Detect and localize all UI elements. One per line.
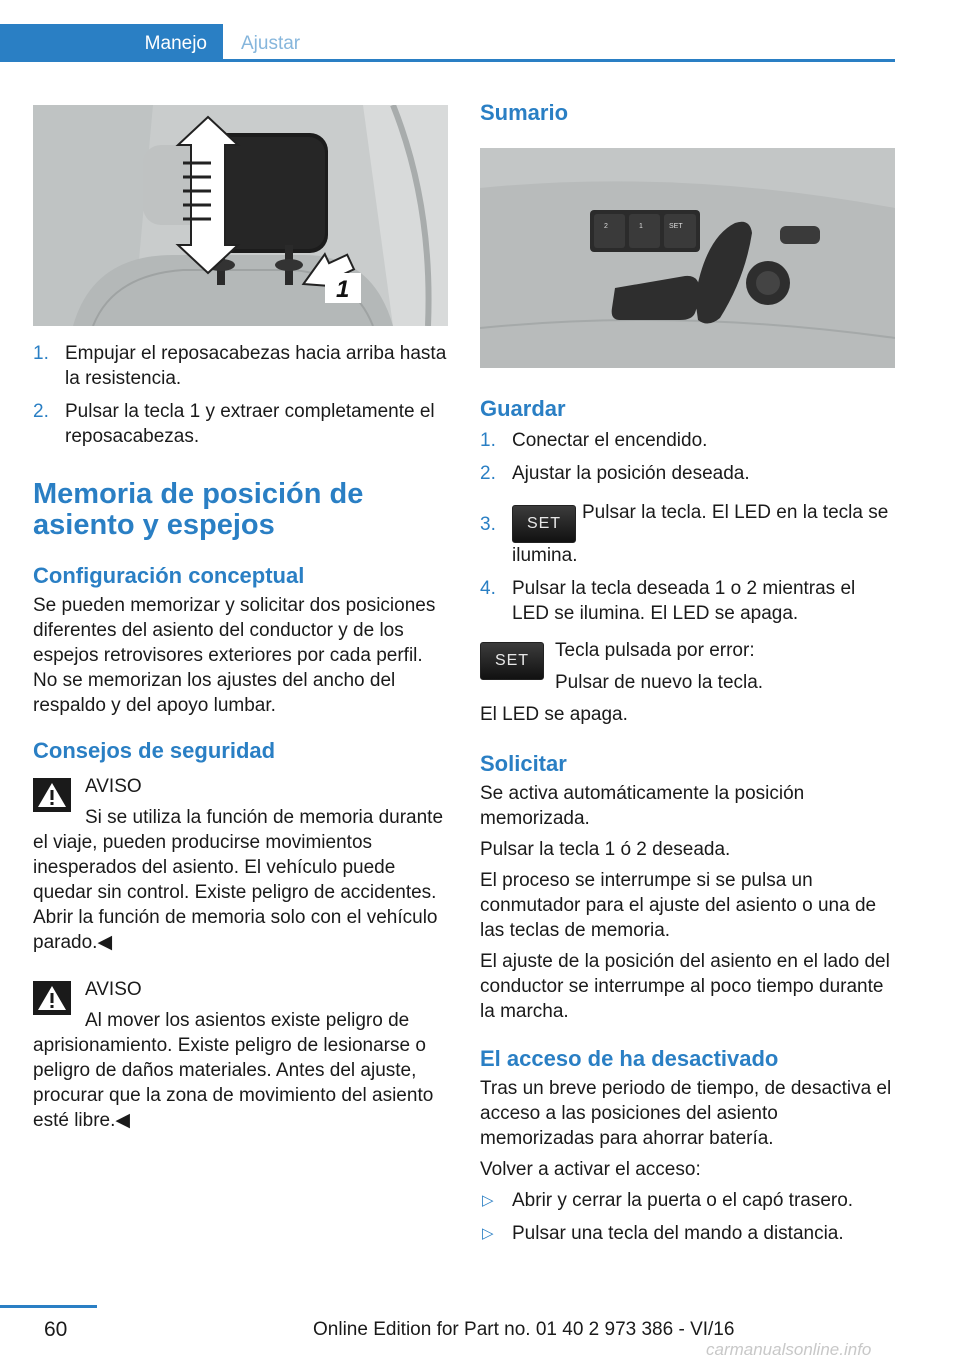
warning-block xyxy=(33,977,448,1133)
headrest-illustration xyxy=(33,105,448,326)
recall-text: Pulsar la tecla 1 ó 2 deseada. xyxy=(480,839,731,860)
headrest-steps xyxy=(33,341,448,449)
list-item: 1. Empujar el reposacabezas hacia arriba hasta la resistencia. xyxy=(33,343,447,389)
section-tab-manejo-label: Manejo xyxy=(144,33,207,54)
warning-icon xyxy=(33,778,71,812)
safety-heading: Consejos de seguridad xyxy=(33,738,276,763)
watermark: carmanualsonline.info xyxy=(706,1340,872,1359)
list-item: ▷ Pulsar una tecla del mando a distancia. xyxy=(482,1223,844,1244)
seat-controls-illustration xyxy=(480,148,895,368)
section-title: Memoria de posición de asiento y espejos xyxy=(33,478,364,541)
bullet-triangle-icon: ▷ xyxy=(482,1225,494,1242)
warning-title: AVISO xyxy=(85,979,142,1000)
footer-divider xyxy=(0,1305,97,1308)
svg-text:SET: SET xyxy=(669,223,683,230)
list-item: ▷ Abrir y cerrar la puerta o el capó trasero. xyxy=(482,1190,854,1211)
header-divider xyxy=(0,59,895,62)
section-tab-manejo xyxy=(0,24,223,62)
warning-block xyxy=(33,774,448,955)
bullet-triangle-icon: ▷ xyxy=(482,1192,494,1209)
edition-text: Online Edition for Part no. 01 40 2 973 386 - VI/16 xyxy=(313,1319,735,1340)
error-note xyxy=(480,638,895,696)
list-item: 1. Conectar el encendido. xyxy=(480,430,708,451)
left-column xyxy=(33,105,448,1133)
reactivate-list xyxy=(480,1188,895,1246)
set-key-icon: SET xyxy=(480,642,544,680)
list-item: 4. Pulsar la tecla deseada 1 o 2 mientras el LED se ilumina. El LED se apaga. xyxy=(480,578,856,624)
list-item: 2. Ajustar la posición deseada. xyxy=(480,463,750,484)
reactivate-text: Volver a activar el acceso: xyxy=(480,1159,701,1180)
page-header xyxy=(0,0,895,62)
svg-text:2: 2 xyxy=(604,223,608,230)
warning-text: Si se utiliza la función de memoria durante el viaje, pueden producirse movimientos inesperados del asiento. El vehículo puede quedar sin control. Existe peligro de accidentes. Abrir la función de memoria solo con el vehículo parado.◀ xyxy=(33,807,444,953)
seat-controls-photo xyxy=(480,148,895,368)
recall-text: Se activa automáticamente la posición memorizada. xyxy=(480,783,805,829)
warning-icon xyxy=(33,981,71,1015)
section-tab-ajustar-label: Ajustar xyxy=(241,33,301,54)
led-off-text: El LED se apaga. xyxy=(480,704,628,725)
set-key-icon: SET xyxy=(512,505,576,543)
headrest-callout-label: 1 xyxy=(336,276,350,303)
access-heading: El acceso de ha desactivado xyxy=(480,1046,779,1071)
save-steps xyxy=(480,428,895,626)
right-column xyxy=(480,100,895,1254)
save-heading: Guardar xyxy=(480,396,566,421)
recall-text: El ajuste de la posición del asiento en el lado del conductor se interrumpe al poco tiempo durante la marcha. xyxy=(480,951,890,1022)
summary-heading: Sumario xyxy=(480,100,569,125)
svg-text:1: 1 xyxy=(639,223,643,230)
list-item: 2. Pulsar la tecla 1 y extraer completamente el reposacabezas. xyxy=(33,401,435,447)
list-item: 3. SETPulsar la tecla. El LED en la tecla se ilumina. xyxy=(480,502,889,566)
access-text: Tras un breve periodo de tiempo, de desactiva el acceso a las posiciones del asiento memorizadas para ahorrar batería. xyxy=(480,1078,892,1149)
error-line-2: Pulsar de nuevo la tecla. xyxy=(555,672,764,693)
recall-text: El proceso se interrumpe si se pulsa un conmutador para el ajuste del asiento o una de las teclas de memoria. xyxy=(480,870,877,941)
headrest-photo xyxy=(33,105,448,326)
error-line-1: Tecla pulsada por error: xyxy=(555,640,755,661)
warning-title: AVISO xyxy=(85,776,142,797)
concept-heading: Configuración conceptual xyxy=(33,563,305,588)
recall-heading: Solicitar xyxy=(480,751,567,776)
warning-text: Al mover los asientos existe peligro de aprisionamiento. Existe peligro de lesionarse o peligro de daños materiales. Antes del ajuste, procurar que la zona de movimiento del asiento esté libre.◀ xyxy=(33,1010,434,1131)
page-number: 60 xyxy=(44,1318,68,1341)
concept-text: Se pueden memorizar y solicitar dos posiciones diferentes del asiento del conductor y de los espejos retrovisores exteriores por cada perfil. No se memorizan los ajustes del ancho del respaldo y del apoyo lumbar. xyxy=(33,595,436,716)
